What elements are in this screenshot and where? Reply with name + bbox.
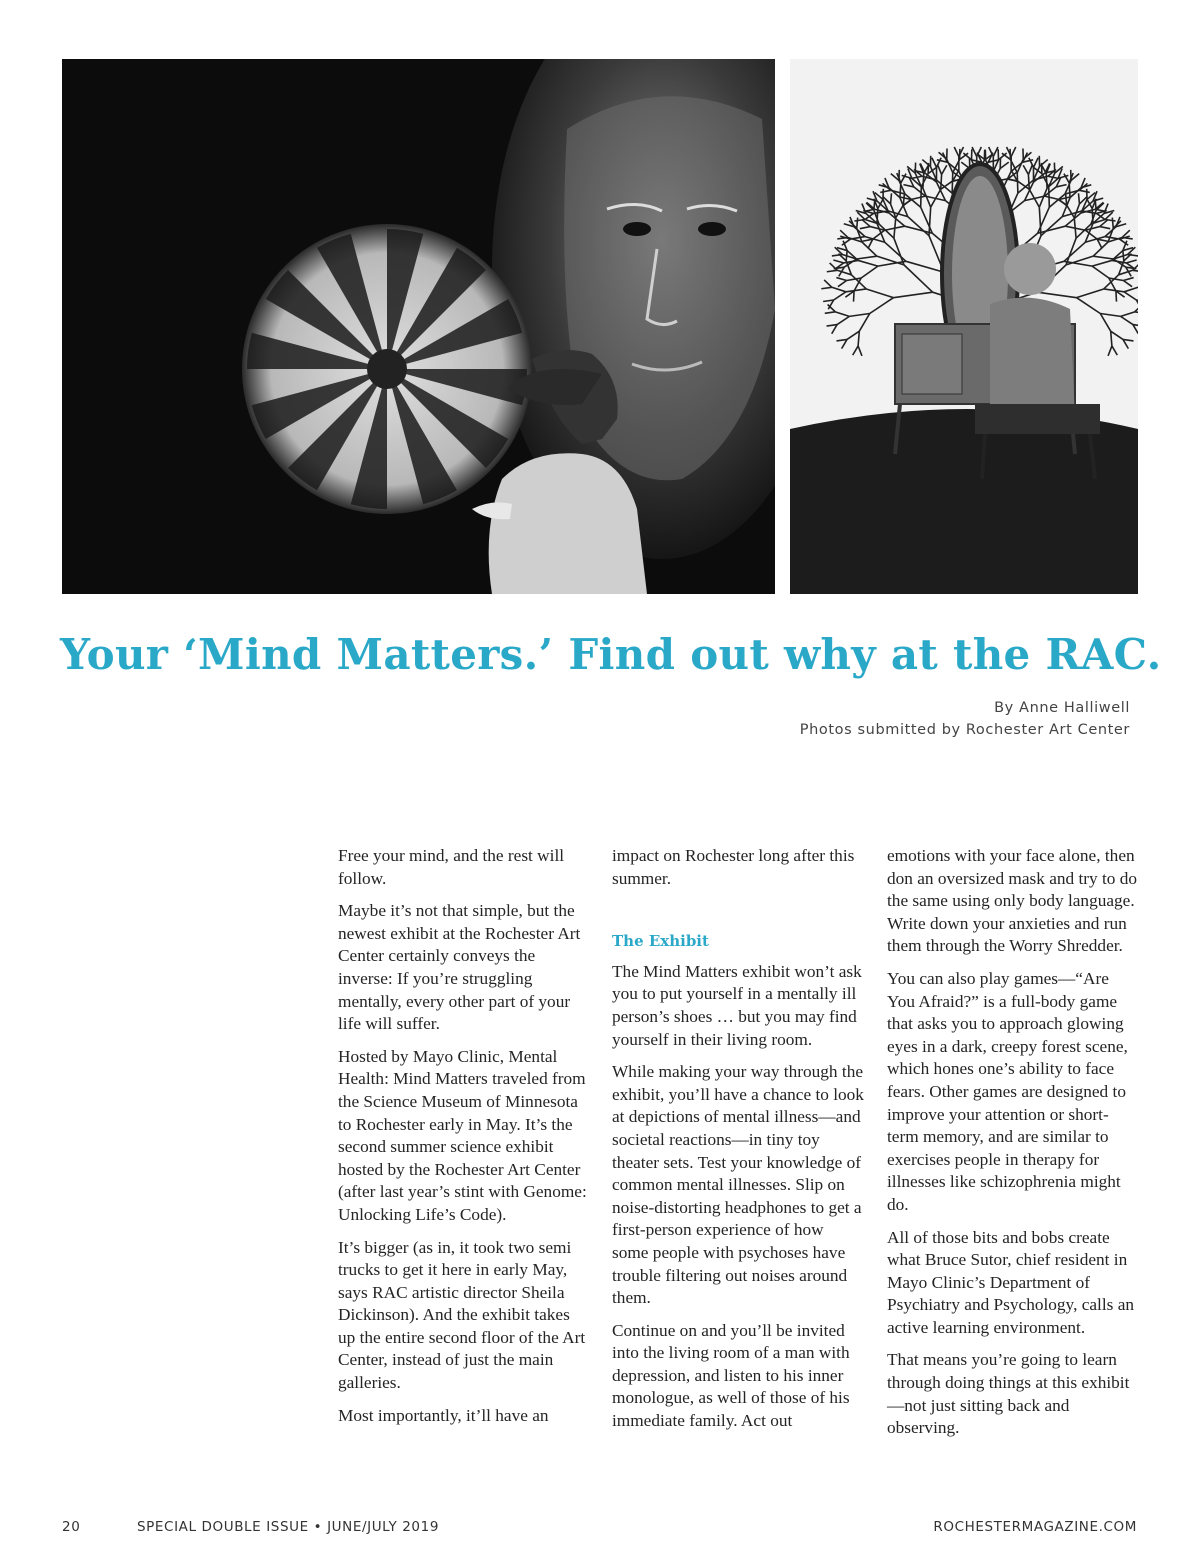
paragraph: The Mind Matters exhibit won’t ask you to put yourself in a mentally ill person’s shoes … but you may find yourself in their living room. [612,961,862,1049]
website-link[interactable]: ROCHESTERMAGAZINE.COM [933,1519,1137,1535]
article-column-2 [612,845,864,1443]
tree-branch [1078,193,1079,204]
paragraph: emotions with your face alone, then don an oversized mask and try to do the same using only body language. Write down your anxieties and run them through the Worry Shredder. [887,846,1138,956]
paragraph: Free your mind, and the rest will follow. [338,846,565,888]
tree-branch [1049,187,1050,208]
paragraph: While making your way through the exhibit, you’ll have a chance to look at depictions of mental illness—and societal reactions—in tiny toy theater sets. Test your knowledge of common mental illnesses. Slip on noise-distorting headphones to get a first-person experience of how some people with psychoses have trouble filtering out noises around them. [612,1062,864,1308]
article-column-1 [338,845,590,1437]
tree-branch [857,218,858,229]
tree-branch [1066,194,1067,205]
exhibit-photo-mirror [790,59,1138,594]
exhibit-photo-vanity [790,59,1138,594]
headline: Your ‘Mind Matters.’ Find out why at the RAC. [60,630,1162,679]
exhibit-photo-spinning-disc [62,59,775,594]
paragraph: You can also play games—“Are You Afraid?” is a full-body game that asks you to approach glowing eyes in a dark, creepy forest scene, which hones one’s ability to face fears. Other games are designed to improve your attention or short-term memory, and are similar to exercises people in therapy for illnesses like schizophrenia might do. [887,968,1128,1214]
paragraph: That means you’re going to learn through doing things at this exhibit—not just sitting back and observing. [887,1350,1130,1438]
paragraph: It’s bigger (as in, it took two semi trucks to get it here in early May, says RAC artistic director Sheila Dickinson). And the exhibit takes up the entire second floor of the Art Center, instead of just the main galleries. [338,1237,586,1393]
section-subhead: The Exhibit [612,932,709,951]
paragraph: Maybe it’s not that simple, but the newest exhibit at the Rochester Art Center certainly conveys the inverse: If you’re struggling mentally, every other part of your life will suffer. [338,901,581,1034]
paragraph: Hosted by Mayo Clinic, Mental Health: Mind Matters traveled from the Science Museum of Minnesota to Rochester early in May. It’s the second summer science exhibit hosted by the Rochester Art Center (after last year’s stint with Genome: Unlocking Life’s Code). [338,1046,587,1224]
tree-branch [1095,200,1096,211]
tree-branch [1116,291,1117,302]
tree-branch [1028,175,1029,190]
paragraph: All of those bits and bobs create what Bruce Sutor, chief resident in Mayo Clinic’s Department of Psychiatry and Psychology, calls an active learning environment. [887,1227,1135,1337]
tree-branch [1112,218,1113,229]
issue-label: SPECIAL DOUBLE ISSUE • JUNE/JULY 2019 [137,1519,440,1535]
tree-branch [891,193,892,204]
exhibit-photo-art [62,59,775,594]
paragraph: Continue on and you’ll be invited into the living room of a man with depression, and listen to his inner monologue, as well of those of his immediate family. Act out [612,1320,850,1431]
tree-branch [854,291,855,302]
paragraph: impact on Rochester long after this summer. [612,846,855,888]
tree-branch [903,194,904,205]
tree-branch [941,175,942,190]
article-column-3 [887,845,1139,1450]
tree-branch [1017,173,1018,194]
tree-branch [1123,250,1124,261]
tree-branch [952,173,953,194]
tree-branch [1046,173,1047,188]
photo-credit: Photos submitted by Rochester Art Center [799,722,1130,738]
page-number: 20 [62,1519,81,1535]
credits [800,697,1130,741]
byline: By Anne Halliwell [994,700,1130,716]
tree-branch [1069,183,1070,198]
paragraph: Most importantly, it’ll have an [338,1405,549,1425]
